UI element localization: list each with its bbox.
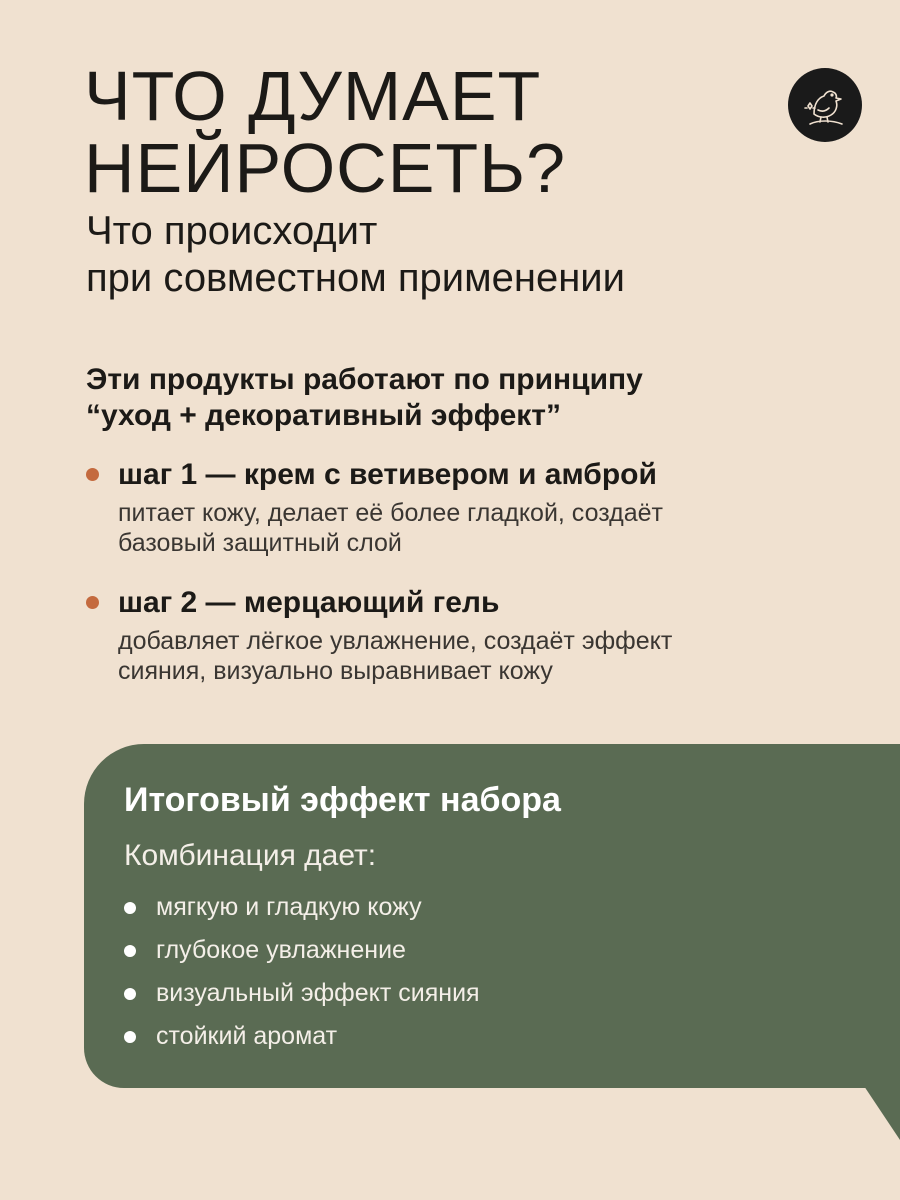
list-item-label: глубокое увлажнение [156, 936, 406, 964]
bullet-dot-icon [124, 945, 136, 957]
step-description [118, 626, 806, 686]
bullet-dot-icon [124, 1031, 136, 1043]
list-item-label: стойкий аромат [156, 1022, 338, 1050]
result-subtitle: Комбинация дает: [124, 839, 377, 872]
step-title: шаг 2 — мерцающий гель [118, 586, 500, 619]
step-desc-line: добавляет лёгкое увлажнение, создаёт эффект [118, 627, 673, 655]
step-item [86, 584, 806, 686]
bullet-dot-icon [86, 468, 99, 481]
intro-line-2: “уход + декоративный эффект” [86, 399, 561, 432]
list-item [124, 1015, 480, 1058]
intro-line-1: Эти продукты работают по принципу [86, 363, 643, 396]
bullet-dot-icon [124, 902, 136, 914]
step-item [86, 456, 806, 558]
step-description [118, 498, 806, 558]
list-item-label: мягкую и гладкую кожу [156, 893, 422, 921]
step-desc-line: питает кожу, делает её более гладкой, создаёт [118, 499, 663, 527]
step-title: шаг 1 — крем с ветивером и амброй [118, 458, 657, 491]
subtitle-line-2: при совместном применении [86, 256, 625, 300]
result-card [84, 744, 900, 1088]
title-line-2: НЕЙРОСЕТЬ? [84, 129, 567, 207]
result-title: Итоговый эффект набора [124, 781, 561, 819]
step-desc-line: базовый защитный слой [118, 529, 402, 557]
page-subtitle [86, 208, 625, 302]
intro-text [86, 362, 643, 434]
list-item-label: визуальный эффект сияния [156, 979, 480, 1007]
list-item [124, 972, 480, 1015]
result-list [124, 886, 480, 1058]
title-line-1: ЧТО ДУМАЕТ [84, 57, 542, 135]
speech-tail [860, 1080, 900, 1140]
list-item [124, 929, 480, 972]
list-item [124, 886, 480, 929]
subtitle-line-1: Что происходит [86, 209, 378, 253]
steps-list [86, 456, 806, 712]
bullet-dot-icon [124, 988, 136, 1000]
page-title [84, 57, 744, 207]
bullet-dot-icon [86, 596, 99, 609]
step-desc-line: сияния, визуально выравнивает кожу [118, 657, 553, 685]
bird-logo-icon [788, 68, 862, 142]
